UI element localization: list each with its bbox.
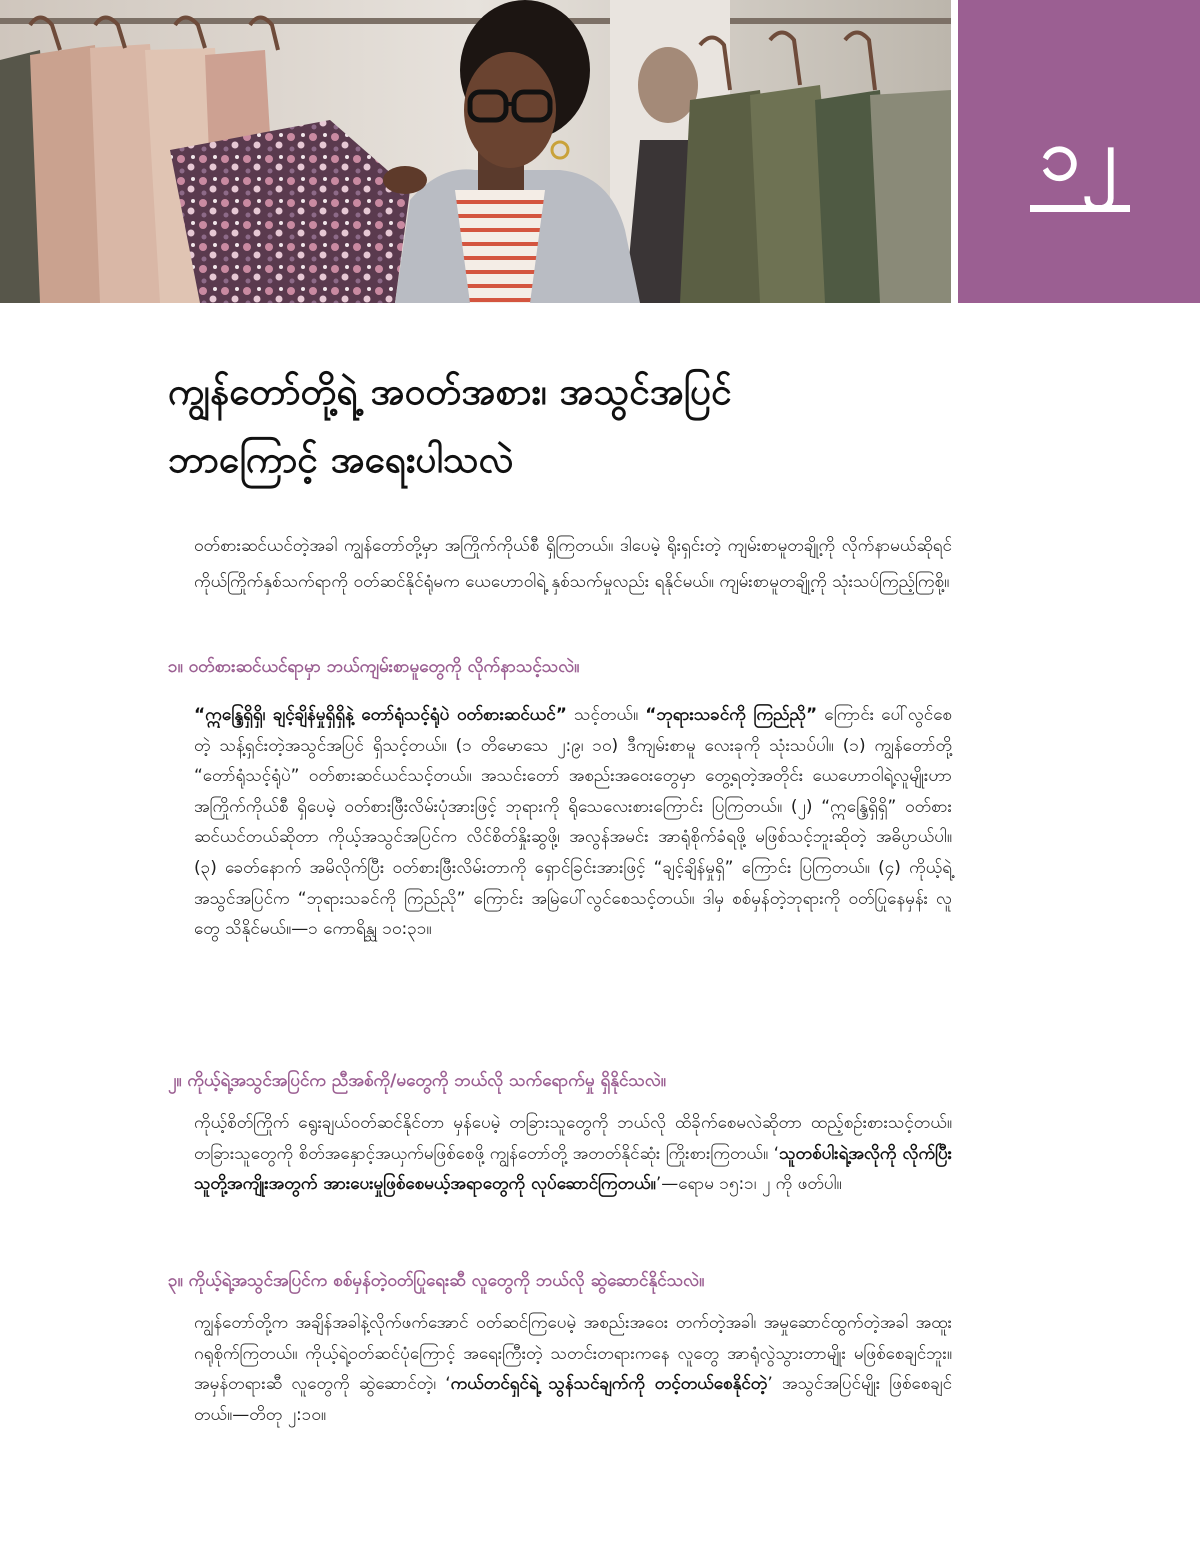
body-text: သင့်တယ်။ <box>566 705 646 725</box>
page-title <box>168 358 1028 494</box>
body-text: ကြောင်း ပေါ်လွင်စေတဲ့ သန့်ရှင်းတဲ့အသွင်အပြင် ရှိသင့်တယ်။ (၁ တိမောသေ ၂:၉၊ ၁၀) ဒီကျမ်းစာမူ လေးခုကို သုံးသပ်ပါ။ (၁) ကျွန်တော်တို့ “တော်ရုံသင့်ရုံပဲ” ဝတ်စားဆင်ယင်သင့်တယ်။ အသင်းတော် အစည်းအဝေးတွေမှာ တွေ့ရတဲ့အတိုင်း ယေဟောဝါရဲ့လူမျိုးဟာ အကြိုက်ကိုယ်စီ ရှိပေမဲ့ ဝတ်စားဖြီးလိမ်းပုံအားဖြင့် ဘုရားကို ရိုသေလေးစားကြောင်း ပြကြတယ်။ (၂) “ဣန္ဒြေရှိရှိ” ဝတ်စားဆင်ယင်တယ်ဆိုတာ ကိုယ့်အသွင်အပြင်က လိင်စိတ်နှိုးဆွဖို့၊ အလွန်အမင်း အာရုံစိုက်ခံရဖို့ မဖြစ်သင့်ဘူးဆိုတဲ့ အဓိပ္ပာယ်ပါ။ (၃) ခေတ်နောက် အမိလိုက်ပြီး ဝတ်စားဖြီးလိမ်းတာကို ရှောင်ခြင်းအားဖြင့် “ချင့်ချိန်မှုရှိ” ကြောင်း ပြကြတယ်။ (၄) ကိုယ့်ရဲ့အသွင်အပြင်က “ဘုရားသခင်ကို ကြည်ညို” ကြောင်း အမြဲပေါ်လွင်စေသင့်တယ်။ ဒါမှ စစ်မှန်တဲ့ဘုရားကို ဝတ်ပြုနေမှန်း လူတွေ သိနိုင်မယ်။—၁ ကောရိန္သု ၁၀:၃၁။ <box>194 705 952 940</box>
question-heading-3: ၃။ ကိုယ့်ရဲ့အသွင်အပြင်က စစ်မှန်တဲ့ဝတ်ပြုရေးဆီ လူတွေကို ဘယ်လို ဆွဲဆောင်နိုင်သလဲ။ <box>168 1271 705 1291</box>
answer-paragraph-3 <box>194 1308 952 1430</box>
lesson-badge <box>958 0 1200 303</box>
lesson-number-underline <box>1030 205 1130 212</box>
lesson-number: ၁၂ <box>1040 114 1118 196</box>
emphasis-text: ကယ်တင်ရှင်ရဲ့ သွန်သင်ချက်ကို တင့်တယ်စေနိုင်တဲ့ <box>450 1374 768 1395</box>
body-text: ’ အသွင်အပြင်မျိုး ဖြစ်စေချင်တယ်။—တိတု ၂:၁၀။ <box>194 1374 953 1425</box>
question-heading-2: ၂။ ကိုယ့်ရဲ့အသွင်အပြင်က ညီအစ်ကို/မတွေကို ဘယ်လို သက်ရောက်မှု ရှိနိုင်သလဲ။ <box>168 1071 666 1091</box>
page-title-line-1: ကျွန်တော်တို့ရဲ့ အဝတ်အစား၊ အသွင်အပြင် <box>168 370 732 413</box>
header-photo <box>0 0 951 303</box>
question-heading-1: ၁။ ဝတ်စားဆင်ယင်ရာမှာ ဘယ်ကျမ်းစာမူတွေကို လိုက်နာသင့်သလဲ။ <box>168 657 580 677</box>
answer-paragraph-2 <box>194 1108 952 1200</box>
intro-paragraph: ဝတ်စားဆင်ယင်တဲ့အခါ ကျွန်တော်တို့မှာ အကြိုက်ကိုယ်စီ ရှိကြတယ်။ ဒါပေမဲ့ ရိုးရှင်းတဲ့ ကျမ်းစာမူတချို့ကို လိုက်နာမယ်ဆိုရင် ကိုယ်ကြိုက်နှစ်သက်ရာကို ဝတ်ဆင်နိုင်ရုံမက ယေဟောဝါရဲ့ နှစ်သက်မှုလည်း ရနိုင်မယ်။ ကျမ်းစာမူတချို့ကို သုံးသပ်ကြည့်ကြစို့။ <box>194 536 952 592</box>
body-text: ကိုယ့်စိတ်ကြိုက် ရွေးချယ်ဝတ်ဆင်နိုင်တာ မှန်ပေမဲ့ တခြားသူတွေကို ဘယ်လို ထိခိုက်စေမလဲဆိုတာ ထည့်စဉ်းစားသင့်တယ်။ တခြားသူတွေကို စိတ်အနှောင့်အယှက်မဖြစ်စေဖို့ ကျွန်တော်တို့ အတတ်နိုင်ဆုံး ကြိုးစားကြတယ်။ ‘ <box>194 1113 952 1164</box>
answer-paragraph-1 <box>194 700 952 945</box>
emphasis-text: “ဘုရားသခင်ကို ကြည်ညို” <box>645 705 818 725</box>
body-text: ’—ရောမ ၁၅:၁၊ ၂ ကို ဖတ်ပါ။ <box>655 1174 842 1195</box>
body-text: ကျွန်တော်တို့က အချိန်အခါနဲ့လိုက်ဖက်အောင် ဝတ်ဆင်ကြပေမဲ့ အစည်းအဝေး တက်တဲ့အခါ၊ အမှုဆောင်ထွက်တဲ့အခါ အထူးဂရုစိုက်ကြတယ်။ ကိုယ့်ရဲ့ဝတ်ဆင်ပုံကြောင့် အရေးကြီးတဲ့ သတင်းတရားကနေ လူတွေ အာရုံလွဲသွားတာမျိုး မဖြစ်စေချင်ဘူး။ အမှန်တရားဆီ လူတွေကို ဆွဲဆောင်တဲ့၊ ‘ <box>194 1313 952 1395</box>
page-title-line-2: ဘာကြောင့် အရေးပါသလဲ <box>168 438 514 481</box>
shopping-woman-photo <box>0 0 951 303</box>
emphasis-text: “ဣန္ဒြေရှိရှိ၊ ချင့်ချိန်မှုရှိရှိနဲ့ တော်ရုံသင့်ရုံပဲ ဝတ်စားဆင်ယင်” <box>194 705 567 725</box>
emphasis-text: သူတစ်ပါးရဲ့အလိုကို လိုက်ပြီး သူတို့အကျိုးအတွက် အားပေးမှုဖြစ်စေမယ့်အရာတွေကို လုပ်ဆောင်ကြတယ်။ <box>194 1143 952 1195</box>
